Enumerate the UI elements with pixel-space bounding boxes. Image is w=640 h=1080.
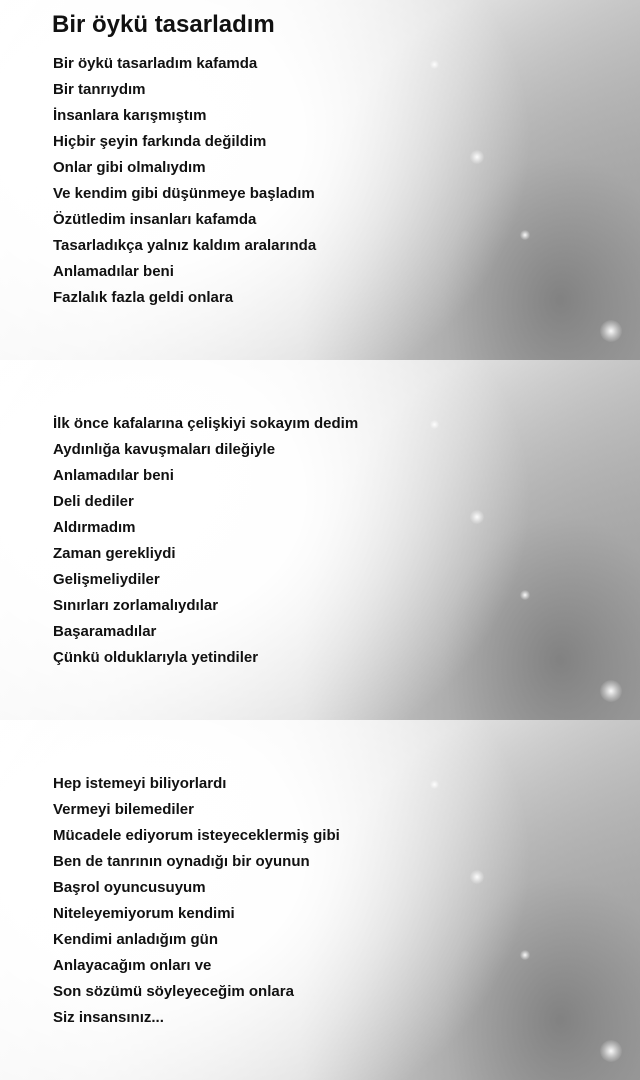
sparkle-decoration [470, 150, 484, 164]
sparkle-decoration [470, 870, 484, 884]
poem-line: Aldırmadım [53, 519, 136, 536]
poem-line: İlk önce kafalarına çelişkiyi sokayım dedim [53, 415, 359, 432]
sparkle-decoration [430, 420, 439, 429]
stanza-1 [53, 51, 316, 311]
sparkle-decoration [520, 230, 530, 240]
poem-line: Ben de tanrının oynadığı bir oyunun [53, 853, 310, 870]
sparkle-decoration [600, 320, 622, 342]
poem-line: İnsanlara karışmıştım [53, 107, 207, 124]
poem-panel-1 [0, 0, 640, 360]
poem-line: Onlar gibi olmalıydım [53, 159, 206, 176]
sparkle-decoration [520, 950, 530, 960]
poem-line: Başaramadılar [53, 623, 157, 640]
poem-panel-2 [0, 360, 640, 720]
sparkle-decoration [520, 590, 530, 600]
poem-line: Vermeyi bilemediler [53, 801, 194, 818]
poem-line: Çünkü olduklarıyla yetindiler [53, 649, 259, 666]
poem-line: Anlamadılar beni [53, 263, 174, 280]
poem-line: Özütledim insanları kafamda [53, 211, 257, 228]
sparkle-decoration [470, 510, 484, 524]
poem-line: Sınırları zorlamalıydılar [53, 597, 219, 614]
poem-line: Anlamadılar beni [53, 467, 174, 484]
poem-line: Bir tanrıydım [53, 81, 146, 98]
poem-line: Tasarladıkça yalnız kaldım aralarında [53, 237, 317, 254]
poem-line: Ve kendim gibi düşünmeye başladım [53, 185, 315, 202]
poem-line: Gelişmeliydiler [53, 571, 160, 588]
sparkle-decoration [430, 780, 439, 789]
poem-line: Fazlalık fazla geldi onlara [53, 289, 234, 306]
poem-line: Son sözümü söyleyeceğim onlara [53, 983, 294, 1000]
page-title: Bir öykü tasarladım [52, 11, 275, 38]
poem-line: Anlayacağım onları ve [53, 957, 212, 974]
poem-line: Mücadele ediyorum isteyeceklermiş gibi [53, 827, 340, 844]
poem-line: Niteleyemiyorum kendimi [53, 905, 235, 922]
stanza-2 [53, 411, 358, 671]
poem-panel-3 [0, 720, 640, 1080]
poem-line: Deli dediler [53, 493, 134, 510]
sparkle-decoration [600, 680, 622, 702]
sparkle-decoration [600, 1040, 622, 1062]
poem-line: Aydınlığa kavuşmaları dileğiyle [53, 441, 276, 458]
poem-line: Kendimi anladığım gün [53, 931, 219, 948]
sparkle-decoration [430, 60, 439, 69]
poem-line: Bir öykü tasarladım kafamda [53, 55, 258, 72]
poem-line: Hiçbir şeyin farkında değildim [53, 133, 267, 150]
stanza-3 [53, 771, 340, 1031]
poem-line: Zaman gerekliydi [53, 545, 176, 562]
poem-line: Hep istemeyi biliyorlardı [53, 775, 227, 792]
poem-line: Başrol oyuncusuyum [53, 879, 206, 896]
poem-line: Siz insansınız... [53, 1009, 164, 1026]
